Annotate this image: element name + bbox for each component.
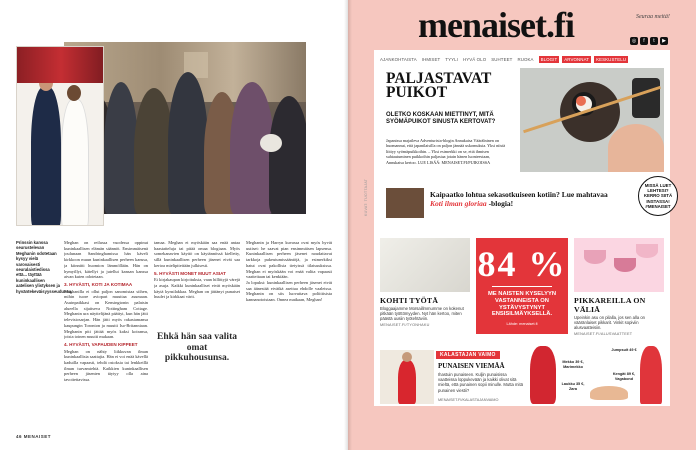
card-title: PIKKAREILLA ON VÄLIÄ [574,296,646,314]
nav-item-suhteet[interactable]: SUHTEET [491,56,513,62]
product-jumpsuit [640,346,662,404]
nav-item-ajankohtaista[interactable]: AJANKOHTAISTA [380,56,417,62]
article-column-3 [246,240,332,440]
fashion-body: Ihastuin punaiseen. Kuljin punaisissa vaatteissa loppukevään ja kaikki olivat sitä mieltä, että punainen sopii minulle. Mutta mitä punainen viestii? [438,372,523,393]
product-shoes [590,386,628,400]
column3-paragraph-2: Ja lopuksi: kuninkaallisen perheen jäsenet eivät saa äänestää eivätkä asettua ehdolle vaaleissa. Meghanin on siis luovuttava poliittisista kannanotoistaan. Onnea matkaan, Meghan! [246,279,332,303]
website-mockup [374,50,670,406]
card-kohti-tyota[interactable] [380,238,470,327]
nav-item-ihmiset[interactable]: IHMISET [421,56,441,62]
product-label-shoes: Kengät 89 €, Vagabond [612,372,636,381]
subheading-3: 3. HYVÄSTI, KOTI JA KOTIMAA [64,281,133,287]
blog-promo[interactable] [386,186,616,224]
nav-item-arvonnat[interactable]: ARVONNAT [564,56,590,62]
nav-item-tyyli[interactable]: TYYLI [445,56,458,62]
fashion-link[interactable]: MENAISET.FI/KALASTAJANVAIMO [438,398,499,402]
nav-item-keskustelu[interactable]: KESKUSTELU [596,56,627,62]
card-image-underwear [574,238,664,292]
nav-item-ruoka[interactable]: RUOKA [517,56,534,62]
product-label-bag: Laukku 35 €, Zara [561,382,585,391]
facebook-icon[interactable]: f [640,37,648,45]
column1-paragraph-4: Meghan on nähty liikkuvan ilman kuninkaallisia saattajia. Hän ei voi enää kävellä kaduilla vapaasti, tehdä ostoksia tai lenkkeillä ilman turvamiehiä. Kaikkien kuninkaallisen perheen jäsenten täytyy olla aina tavoitettavissa. [64,348,148,383]
promo-text [430,190,620,208]
hero-title: PALJASTAVAT PUIKOT [386,70,492,101]
card-text: Upeinkin asu on pilalla, jos sen alla on vääränlaiset pikkarit. Vinkit sopiviin alusvaatteisiin. [574,315,645,331]
site-nav [374,54,670,64]
side-credit: KUVAT: TUOTTAJAT [364,178,368,216]
stat-source: Lähde: menaiset.fi [506,322,538,327]
hero-image-sushi [520,68,664,172]
instagram-icon[interactable]: ◎ [631,38,637,44]
nav-item-hyva-olo[interactable]: HYVÄ OLO [462,56,487,62]
brand-logo: menaiset.fi [418,5,574,45]
card-pikkareilla[interactable] [574,238,664,336]
product-label-dress: Mekko 39 €, Marimekko [562,360,584,369]
brand-tagline: Seuraa meitä! [636,14,670,20]
promo-thumbnail [386,188,424,218]
fashion-title: PUNAISEN VIEMÄÄ [438,362,505,370]
stat-value: 84 % [477,244,567,284]
stat-box [476,238,568,334]
social-icons [630,37,668,45]
inset-photo-couple [16,46,104,226]
pull-quote: Ehkä hän saa valita omat pikkuhousunsa. [154,330,240,366]
page-gutter [344,0,352,450]
column3-paragraph-1: Meghanin ja Harryn kuvassa ovat myös hyvät uutiset: he saavat pian ensimmäisen lapsensa. Kuninkaallisen perheen jäsenet noudattavat tarkkoja pukeutumissääntöjä, ja esimerkiksi hatut ovat pakollisia tietyissä tilaisuuksissa. Meghan ei myöskään voi enää valita vapaasti vaatteitaan tai kenkiään. [246,240,332,280]
promo-text-b: -blogia! [488,199,514,208]
card-link[interactable]: MENAISET.FI/TYONHAKU [380,322,430,327]
card-image-desk [380,238,470,292]
subheading-5: 5. HYVÄSTI MONET MUUT ASIAT [154,270,226,276]
youtube-icon[interactable]: ▶ [660,37,668,45]
stat-divider [492,286,552,287]
hero-body: Japanissa majaileva Adventurista-blogin Annukaisa Väärälninen on huomannut, että japanilaisilla on paljon jännää uskomuksia. Yksi niistä liittyy syömäpuikkoihin. – Yksi esimerkki on se, että ihmisen suhtautuminen puikkoihin paljastaa jotain hänen luonteestaan, Annukaisa kertoo. LUE LISÄÄ: MENAISET.FI/PUIKOISSA [386,138,506,165]
column2-paragraph-5: Et kirjakaupan kirjoituksia, vaan hillittyjä värejä ja asuja. Kaikki kuninkaalliset eivät myöskään käytä kynsilakkaa. Meghan on jättänyt punaiset huulet ja kirkkaat värit. [154,277,240,300]
product-label-jumpsuit: Jumpsuit 49 € [611,348,637,352]
promo-text-a: Kaipaatko lohtua sekasotkuiseen kotiin? Lue mahtavaa [430,190,608,199]
page-folio: 46 MENAISET [16,434,52,439]
hero-question: OLETKO KOSKAAN MIETTINYT, MITÄ SYÖMÄPUIKOT SINUSTA KERTOVAT? [386,112,496,125]
twitter-icon[interactable]: t [650,37,658,45]
promo-blog-name: Koti ilman gloriaa [430,199,487,208]
column1-paragraph-3: Meghanilla ei ollut paljon sanomistaa siihen, mihin tuore aviopari muuttaa asumaan. Asuinpaikkasi on Kensingtonin palatsin alueella sijaitseva Nottingham Cottage. Meghanin ura näyttelijänä päättyi, kun hän jätti televisiosarjan. Hän jätti myös rakastamansa kaupungin Toronton ja muutti Iso-Britanniaan. Meghanin piti jättää myös kaksi koiransa, joista toinen muutti mukaan. [64,288,148,340]
fashion-category[interactable]: KALASTAJAN VAIMO [436,351,500,359]
article-column-1 [64,240,148,440]
subheading-4: 4. HYVÄSTI, VAPAUDEN KIPPEET [64,341,138,347]
card-title: KOHTI TYÖTÄ [380,296,439,305]
column2-paragraph-1: tamaa. Meghan ei myöskään saa enää antaa haastatteluja tai pitää omaa blogiaan. Myös somekanavien käyttö on käytännössä kielletty, sillä kuninkaallisen perheen jäsenet eivät saa kertoa mielipiteitään julkisesti. [154,240,240,268]
fashion-photo [380,350,434,404]
hero-article[interactable] [380,68,664,208]
nav-item-blogit[interactable]: BLOGIT [540,56,558,62]
fashion-section [380,350,664,404]
product-dress [530,346,556,404]
card-link[interactable]: MENAISET.FI/ALUSVAATTEET [574,331,633,336]
instagram-badge: MISSÄ LUET LEHTESI? KERRO SIITÄ INSTASSA! #MENAISET [638,176,678,216]
column1-intro: Meghan on reilussa vuodessa oppinut kuninkaallisen elämän säännöt. Ensimmäisenä joulunaan Sandringhamissa hän käveli kirkkoon muun kuninkaallisen perheen kanssa, ja kiinnitti huomion lämmöllään. Hän on hymyillyt, kätellyt ja jutellut kansan kanssa aivan kuten odotetaan. [64,240,148,280]
photo-caption: Prinssin kanssa seurustelevan Meghanin odotetaan kysyy vielä varovaisesti seuralaistiedissa että... täyttää kuninkaallisen aatelisen ylistyksen ja hyväntekeväisyysseudunsa. [16,240,73,294]
stat-description: ME NAISTEN KYSELYYN VASTANNEISTA ON YSTÄVYSTYNYT ENSISILMÄYKSELLÄ. [487,291,557,318]
card-text: Bloggaajamme Morsaillmmumme on kokenut pitkään työttömyyden. Nyt hän kertoo, miten päästä uusiin työtehtäviin. [380,306,464,322]
